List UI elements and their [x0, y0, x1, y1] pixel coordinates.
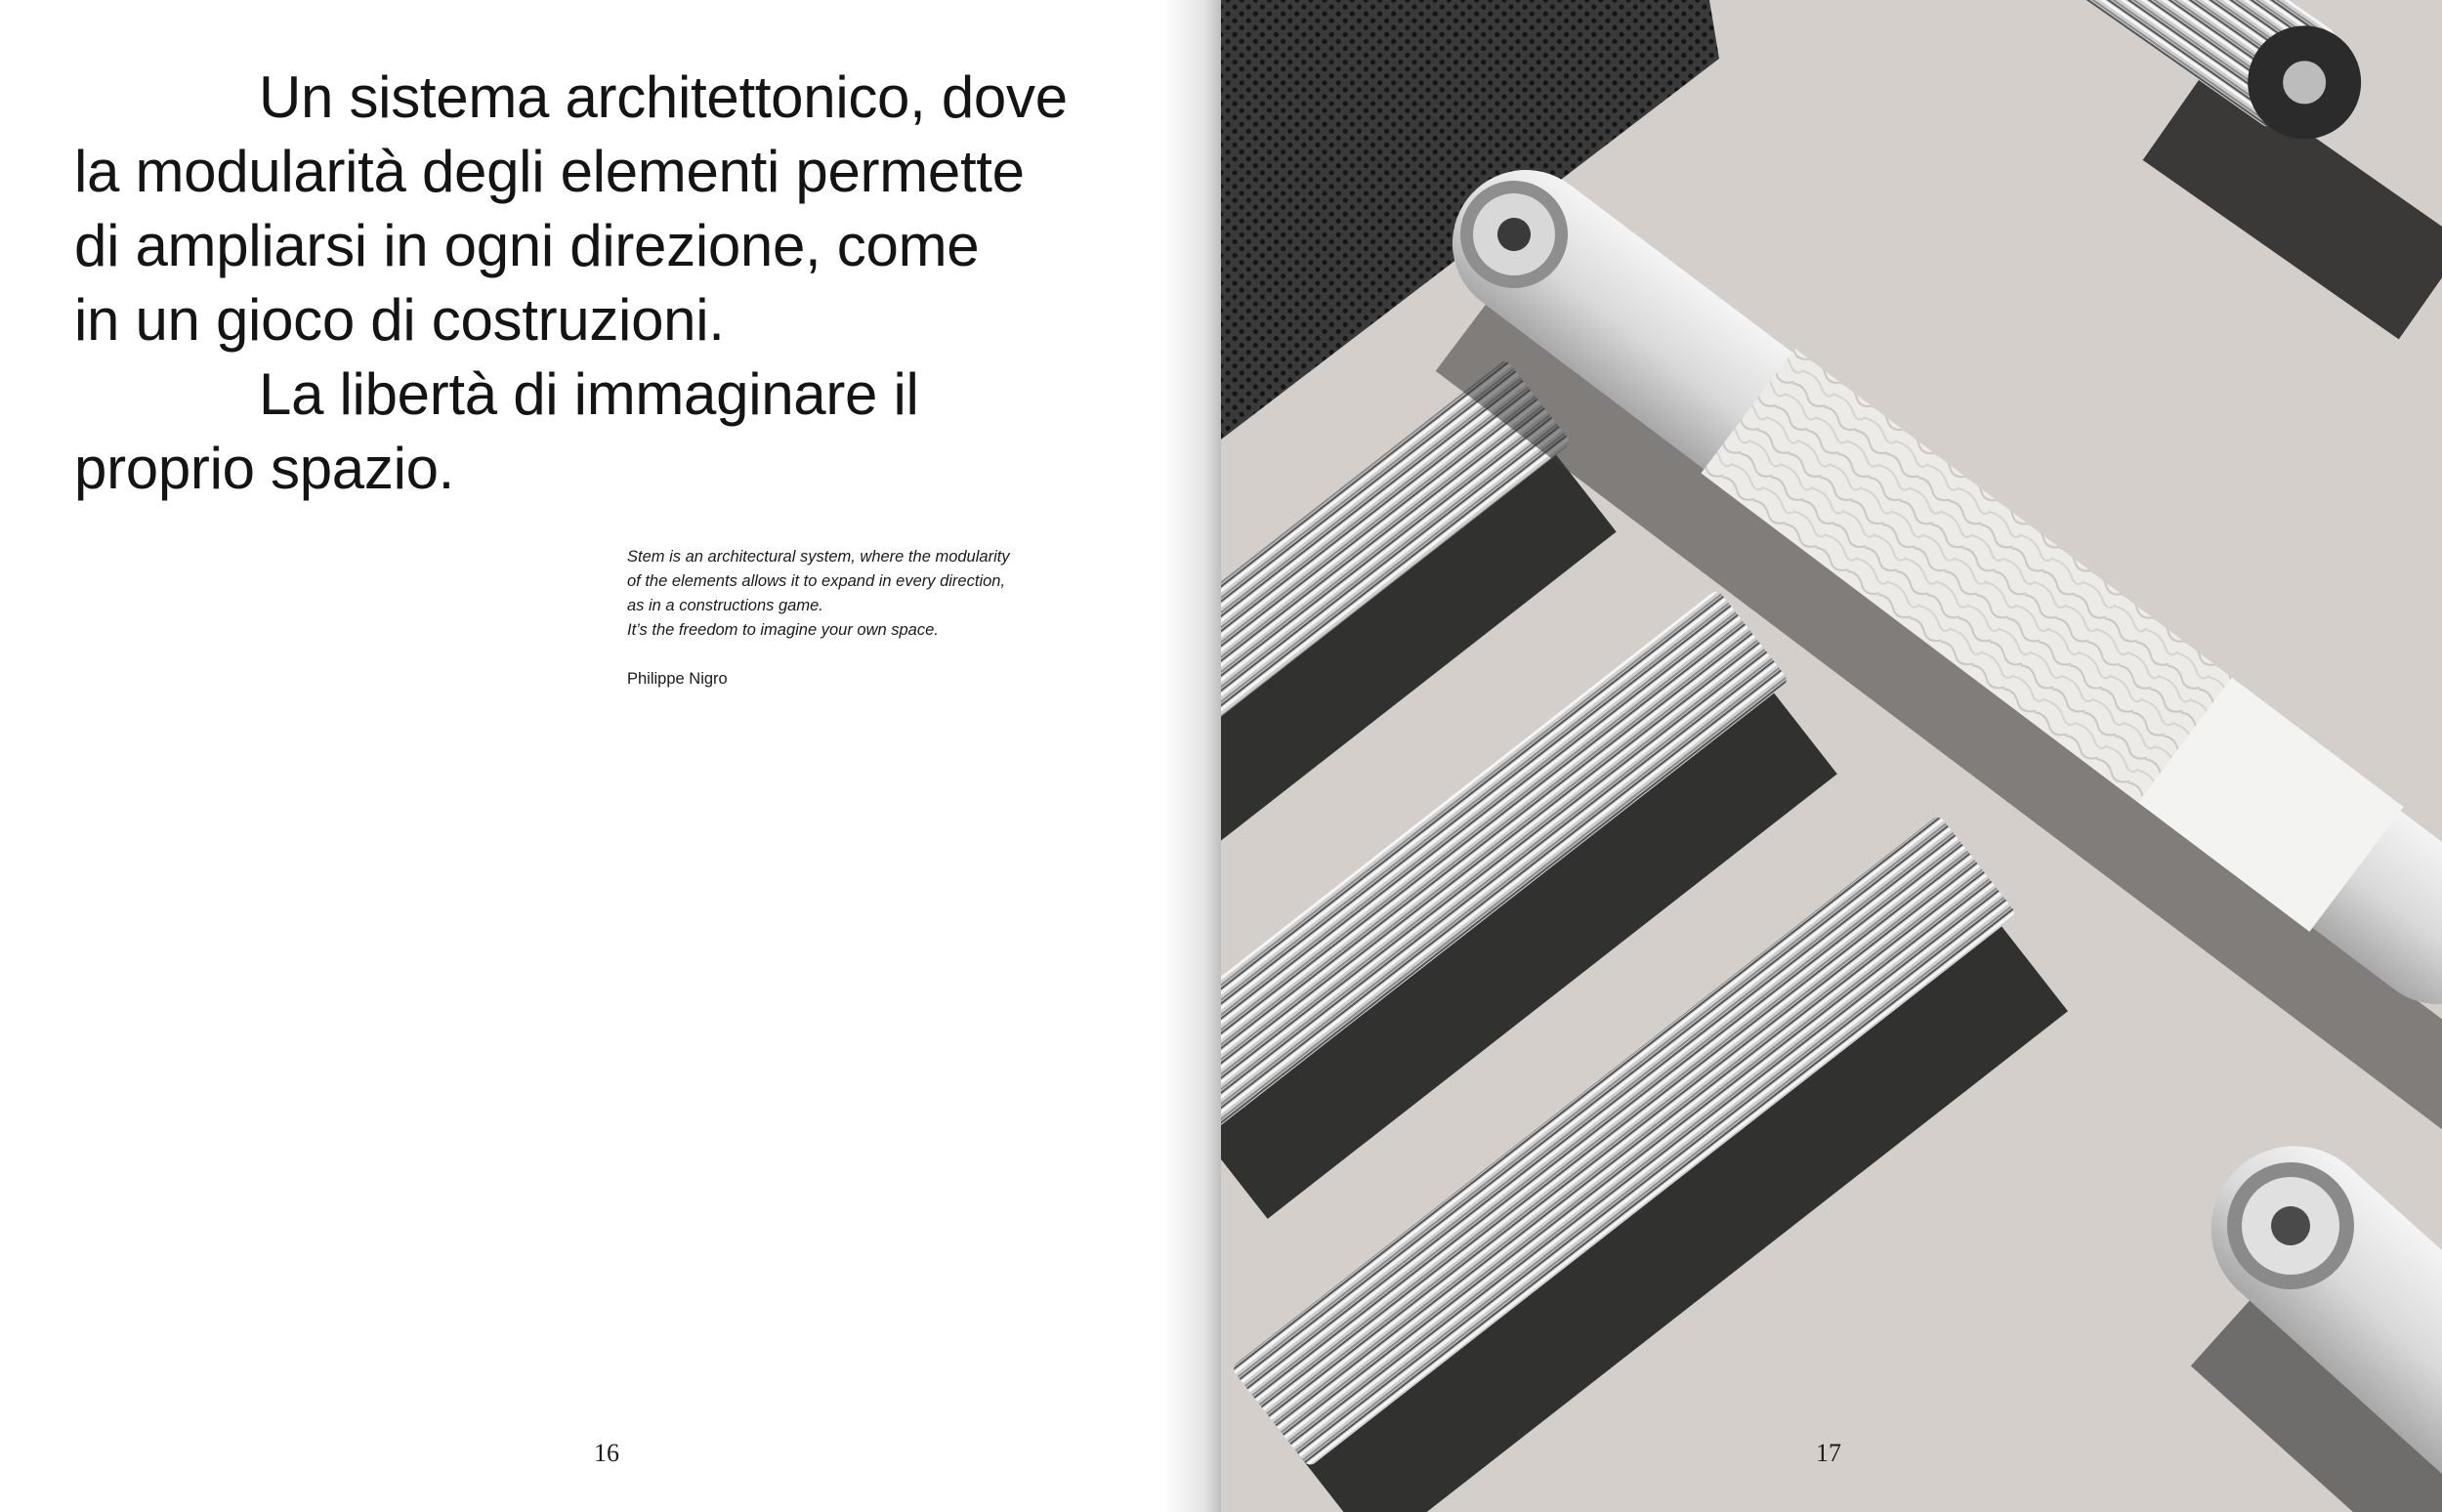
headline-line: La libertà di immaginare il: [259, 361, 919, 427]
caption-line: of the elements allows it to expand in every direction,: [627, 572, 1006, 590]
caption-line: Stem is an architectural system, where the modularity: [627, 548, 1010, 566]
headline-line: in un gioco di costruzioni.: [74, 287, 725, 353]
headline-line: di ampliarsi in ogni direzione, come: [74, 213, 980, 278]
headline-line: proprio spazio.: [74, 436, 455, 501]
product-photo: [1221, 0, 2442, 1512]
caption-author: Philippe Nigro: [627, 670, 728, 688]
page-number-left: 16: [594, 1439, 619, 1467]
page-number-right: 17: [1816, 1439, 1841, 1467]
caption-line: as in a constructions game.: [627, 597, 823, 614]
headline-line: la modularità degli elementi permette: [74, 139, 1025, 204]
italian-headline: [74, 61, 1158, 506]
caption-line: It’s the freedom to imagine your own space.: [627, 621, 939, 639]
right-page: [1221, 0, 2442, 1512]
headline-line: Un sistema architettonico, dove: [259, 64, 1068, 130]
english-caption: [627, 545, 1135, 692]
